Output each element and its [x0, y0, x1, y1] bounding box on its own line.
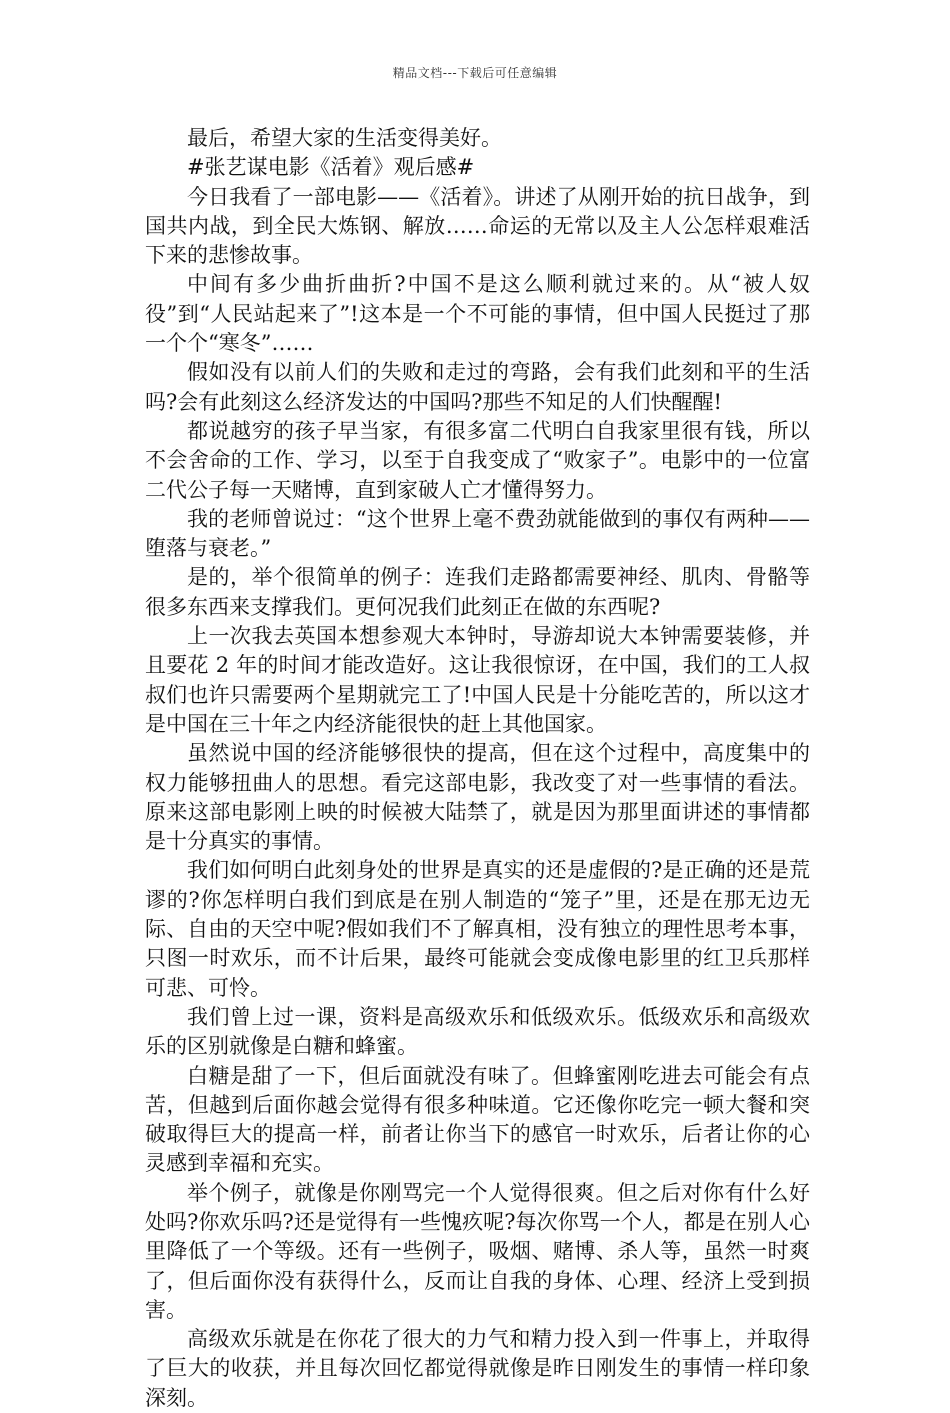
paragraph: 是的，举个很简单的例子：连我们走路都需要神经、肌肉、骨骼等很多东西来支撑我们。更何况我们此刻正在做的东西呢?: [145, 565, 810, 619]
paragraph: 我们曾上过一课，资料是高级欢乐和低级欢乐。低级欢乐和高级欢乐的区别就像是白糖和蜂蜜。: [145, 1004, 810, 1059]
paragraph: 白糖是甜了一下，但后面就没有味了。但蜂蜜刚吃进去可能会有点苦，但越到后面你越会觉得有很多种味道。它还像你吃完一顿大餐和突破取得巨大的提高一样，前者让你当下的感官一时欢乐，后者让你的心灵感到幸福和充实。: [145, 1063, 810, 1176]
paragraph: 上一次我去英国本想参观大本钟时，导游却说大本钟需要装修，并且要花 2 年的时间才能改造好。这让我很惊讶，在中国，我们的工人叔叔们也许只需要两个星期就完工了!中国人民是十分能吃苦的，所以这才是中国在三十年之内经济能很快的赶上其他国家。: [145, 624, 810, 736]
paragraph: 今日我看了一部电影——《活着》。讲述了从刚开始的抗日战争，到国共内战，到全民大炼钢、解放……命运的无常以及主人公怎样艰难活下来的悲惨故事。: [145, 184, 810, 268]
article-title: #张艺谋电影《活着》观后感#: [187, 155, 475, 180]
paragraph: 我们如何明白此刻身处的世界是真实的还是虚假的?是正确的还是荒谬的?你怎样明白我们到底是在别人制造的“笼子”里，还是在那无边无际、自由的天空中呢?假如我们不了解真相，没有独立的理性思考本事，只图一时欢乐，而不计后果，最终可能就会变成像电影里的红卫兵那样可悲、可怜。: [145, 858, 810, 1000]
paragraph: 举个例子，就像是你刚骂完一个人觉得很爽。但之后对你有什么好处吗?你欢乐吗?还是觉得有一些愧疚呢?每次你骂一个人，都是在别人心里降低了一个等级。还有一些例子，吸烟、赌博、杀人等，虽然一时爽了，但后面你没有获得什么，反而让自我的身体、心理、经济上受到损害。: [145, 1180, 810, 1322]
article-body: [145, 124, 810, 1413]
paragraph: 我的老师曾说过：“这个世界上毫不费劲就能做到的事仅有两种——堕落与衰老。”: [145, 506, 810, 561]
paragraph: 虽然说中国的经济能够很快的提高，但在这个过程中，高度集中的权力能够扭曲人的思想。看完这部电影，我改变了对一些事情的看法。原来这部电影刚上映的时候被大陆禁了，就是因为那里面讲述的事情都是十分真实的事情。: [145, 741, 810, 854]
paragraph: 高级欢乐就是在你花了很大的力气和精力投入到一件事上，并取得了巨大的收获，并且每次回忆都觉得就像是昨日刚发生的事情一样印象深刻。: [145, 1327, 810, 1410]
paragraph: 假如没有以前人们的失败和走过的弯路，会有我们此刻和平的生活吗?会有此刻这么经济发达的中国吗?那些不知足的人们快醒醒!: [145, 360, 810, 414]
page-header: 精品文档---下载后可任意编辑: [392, 66, 558, 80]
paragraph: 中间有多少曲折曲折?中国不是这么顺利就过来的。从“被人奴役”到“人民站起来了”!这本是一个不可能的事情，但中国人民挺过了那一个个“寒冬”……: [145, 272, 810, 356]
paragraph: 最后，希望大家的生活变得美好。: [187, 126, 502, 150]
paragraph: 都说越穷的孩子早当家，有很多富二代明白自我家里很有钱，所以不会舍命的工作、学习，以至于自我变成了“败家子”。电影中的一位富二代公子每一天赌博，直到家破人亡才懂得努力。: [145, 418, 810, 502]
